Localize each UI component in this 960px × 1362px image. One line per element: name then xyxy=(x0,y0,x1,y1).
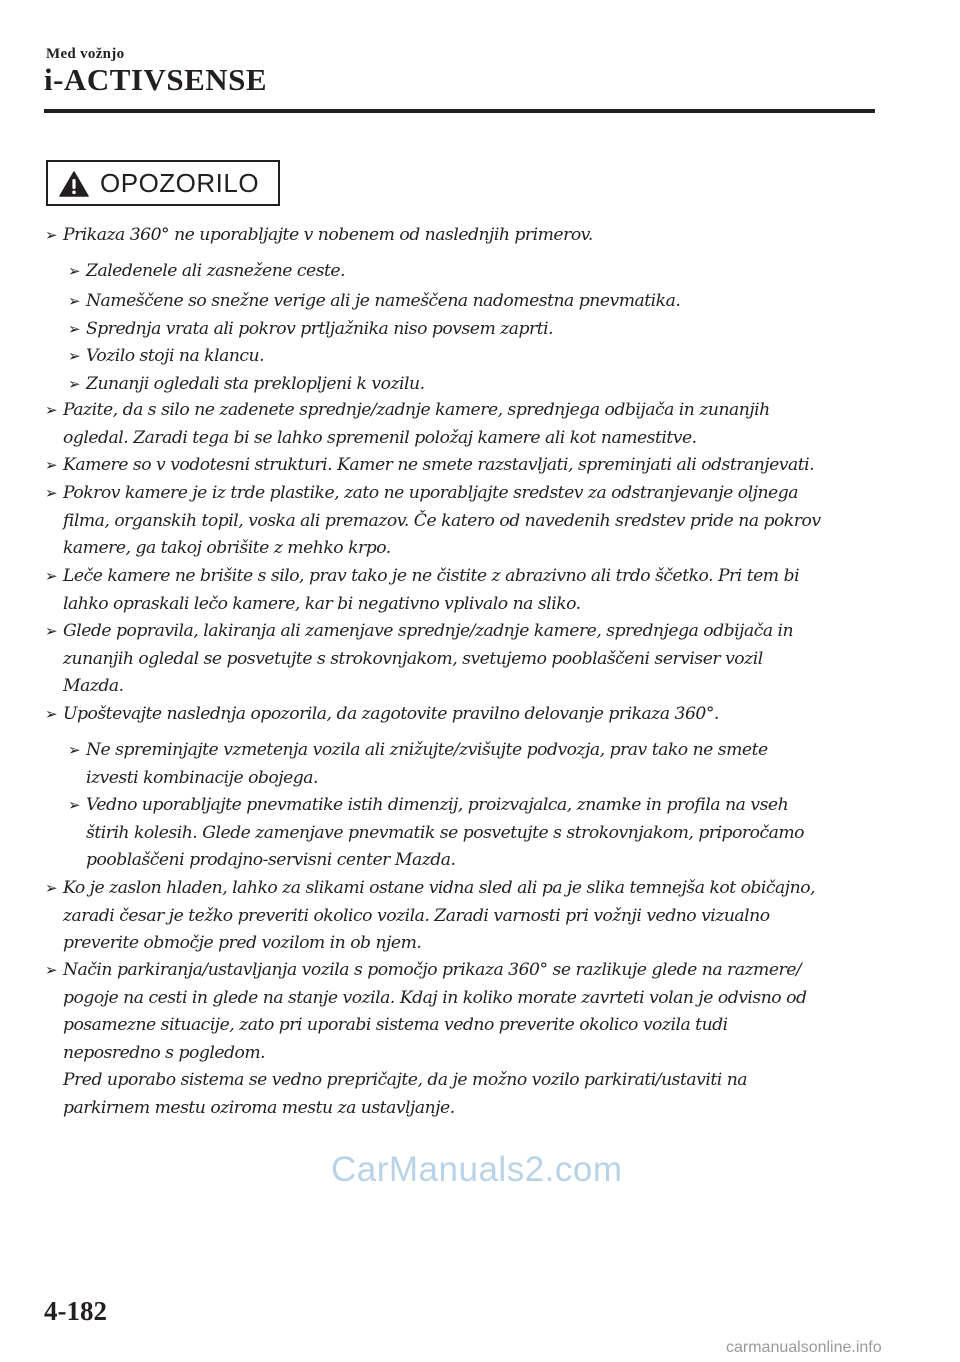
item-line: Mazda. xyxy=(63,676,124,696)
item-line: pooblaščeni prodajno-servisni center Mazda. xyxy=(86,850,456,870)
warning-title: OPOZORILO xyxy=(100,168,260,198)
item-line: izvesti kombinacije obojega. xyxy=(86,767,318,788)
item-line: kamere, ga takoj obrišite z mehko krpo. xyxy=(63,538,391,558)
item-line: Zunanji ogledali sta preklopljeni k vozilu. xyxy=(86,374,425,394)
item-line: Upoštevajte naslednja opozorila, da zagotovite pravilno delovanje prikaza 360°. xyxy=(63,704,719,724)
header-rule xyxy=(44,109,875,113)
watermark: CarManuals2.com xyxy=(331,1150,623,1189)
item-line: Ne spreminjajte vzmetenja vozila ali znižujte/zvišujte podvozja, prav tako ne smete xyxy=(86,740,768,760)
item-line: zunanjih ogledal se posvetujte s strokovnjakom, svetujemo pooblaščeni serviser vozil xyxy=(63,648,763,669)
warning-triangle-icon xyxy=(59,171,89,197)
sub-list-item xyxy=(68,258,346,286)
list-item xyxy=(45,397,770,452)
list-item xyxy=(45,875,816,958)
list-item xyxy=(45,618,794,701)
bullet-arrow-icon: ➢ xyxy=(45,879,58,897)
item-line: Pred uporabo sistema se vedno prepričajte, da je možno vozilo parkirati/ustaviti na xyxy=(63,1070,748,1090)
item-line: Sprednja vrata ali pokrov prtljažnika niso povsem zaprti. xyxy=(86,319,554,339)
item-line: ogledal. Zaradi tega bi se lahko spremenil položaj kamere ali kot namestitve. xyxy=(63,427,697,448)
sub-list-item xyxy=(68,288,681,316)
sub-list-item xyxy=(68,792,804,875)
item-line: preverite območje pred vozilom in ob njem. xyxy=(63,933,422,953)
sub-list-item xyxy=(68,316,554,344)
list-item xyxy=(45,563,800,618)
section-label: Med vožnjo xyxy=(46,46,125,62)
sub-list-item xyxy=(68,371,425,399)
item-line: Vozilo stoji na klancu. xyxy=(86,346,265,366)
bullet-arrow-icon: ➢ xyxy=(45,401,58,419)
list-item xyxy=(45,480,821,563)
item-line: Vedno uporabljajte pnevmatike istih dimenzij, proizvajalca, znamke in profila na vseh xyxy=(86,795,789,815)
footer-watermark: carmanualsonline.info xyxy=(726,1339,882,1356)
bullet-arrow-icon: ➢ xyxy=(45,456,58,474)
item-line: Pokrov kamere je iz trde plastike, zato ne uporabljajte sredstev za odstranjevanje oljnega xyxy=(63,483,798,503)
sub-list-item xyxy=(68,343,265,371)
bullet-arrow-icon: ➢ xyxy=(45,567,58,585)
item-line: Zaledenele ali zasnežene ceste. xyxy=(86,261,346,281)
item-line: Način parkiranja/ustavljanja vozila s pomočjo prikaza 360° se razlikuje glede na razmere/ xyxy=(63,960,802,980)
bullet-arrow-icon: ➢ xyxy=(45,226,58,244)
item-line: Prikaza 360° ne uporabljajte v nobenem od naslednjih primerov. xyxy=(63,225,593,245)
bullet-arrow-icon: ➢ xyxy=(68,347,81,365)
list-item xyxy=(45,957,807,1122)
list-item xyxy=(45,701,719,729)
item-line: Kamere so v vodotesni strukturi. Kamer ne smete razstavljati, spreminjati ali odstranjevati. xyxy=(63,455,815,475)
item-line: Ko je zaslon hladen, lahko za slikami ostane vidna sled ali pa je slika temnejša kot običajno, xyxy=(63,878,816,898)
item-line: parkirnem mestu oziroma mestu za ustavljanje. xyxy=(63,1097,455,1118)
bullet-arrow-icon: ➢ xyxy=(68,375,81,393)
bullet-arrow-icon: ➢ xyxy=(45,622,58,640)
bullet-arrow-icon: ➢ xyxy=(68,741,81,759)
item-line: zaradi česar je težko preveriti okolico vozila. Zaradi varnosti pri vožnji vedno vizualno xyxy=(63,905,770,926)
warning-box xyxy=(46,160,280,206)
item-line: Glede popravila, lakiranja ali zamenjave sprednje/zadnje kamere, sprednjega odbijača in xyxy=(63,621,794,641)
item-line: Nameščene so snežne verige ali je nameščena nadomestna pnevmatika. xyxy=(86,291,681,311)
bullet-arrow-icon: ➢ xyxy=(68,262,81,280)
item-line: lahko opraskali lečo kamere, kar bi negativno vplivalo na sliko. xyxy=(63,593,581,614)
page-number: 4-182 xyxy=(44,1296,107,1326)
item-line: Pazite, da s silo ne zadenete sprednje/zadnje kamere, sprednjega odbijača in zunanjih xyxy=(63,400,770,420)
list-item xyxy=(45,222,593,250)
item-line: neposredno s pogledom. xyxy=(63,1042,266,1063)
chapter-title: i-ACTIVSENSE xyxy=(44,62,268,97)
list-item xyxy=(45,452,815,480)
item-line: filma, organskih topil, voska ali premazov. Če katero od navedenih sredstev pride na pokrov xyxy=(63,510,821,531)
sub-list-item xyxy=(68,737,768,792)
bullet-arrow-icon: ➢ xyxy=(68,320,81,338)
bullet-arrow-icon: ➢ xyxy=(45,484,58,502)
item-line: pogoje na cesti in glede na stanje vozila. Kdaj in koliko morate zavrteti volan je odvisno od xyxy=(63,987,807,1008)
bullet-arrow-icon: ➢ xyxy=(68,796,81,814)
item-line: štirih kolesih. Glede zamenjave pnevmatik se posvetujte s strokovnjakom, priporočamo xyxy=(86,822,804,843)
bullet-arrow-icon: ➢ xyxy=(68,292,81,310)
bullet-arrow-icon: ➢ xyxy=(45,705,58,723)
item-line: posamezne situacije, zato pri uporabi sistema vedno preverite okolico vozila tudi xyxy=(63,1015,728,1035)
item-line: Leče kamere ne brišite s silo, prav tako je ne čistite z abrazivno ali trdo ščetko. Pri tem bi xyxy=(63,566,800,586)
bullet-arrow-icon: ➢ xyxy=(45,961,58,979)
